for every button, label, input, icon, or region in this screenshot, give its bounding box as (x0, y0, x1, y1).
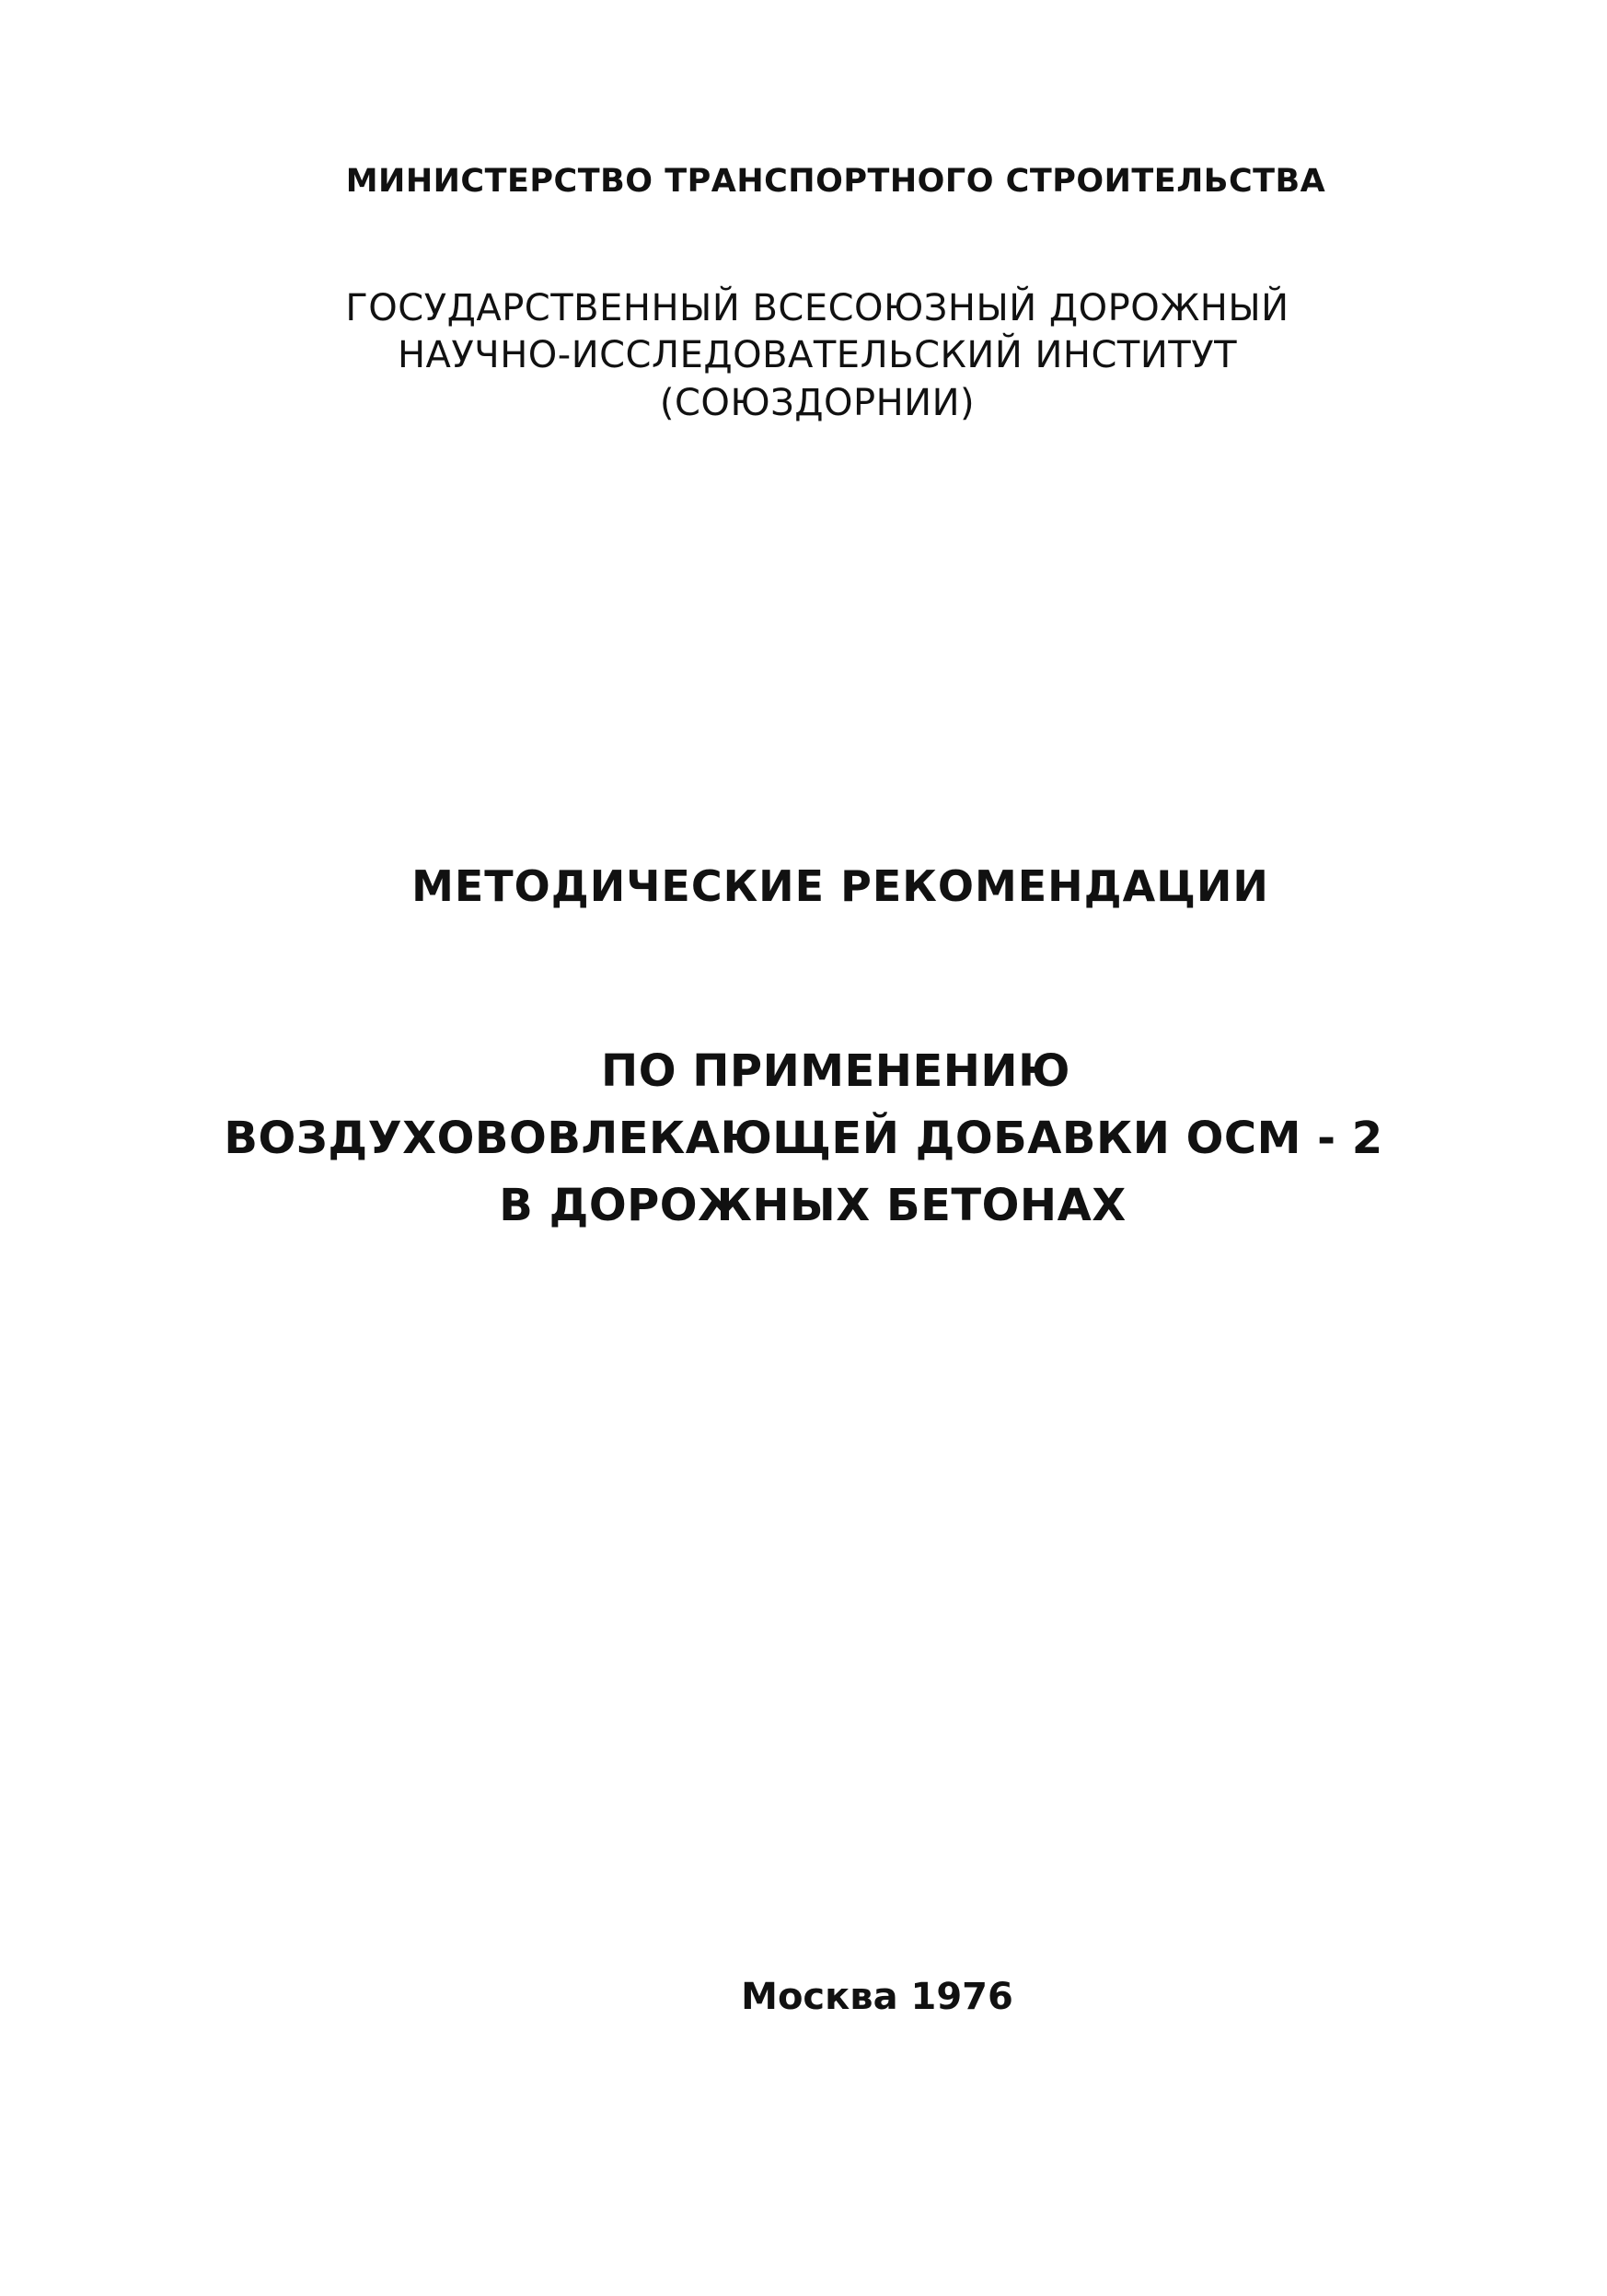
document-type: МЕТОДИЧЕСКИЕ РЕКОМЕНДАЦИИ (411, 861, 1269, 911)
institute-name-line-2: НАУЧНО-ИССЛЕДОВАТЕЛЬСКИЙ ИНСТИТУТ (397, 334, 1238, 376)
publication-imprint: Москва 1976 (741, 1976, 1013, 2018)
document-subject-line-1: ПО ПРИМЕНЕНИЮ (601, 1045, 1070, 1097)
ministry-name: МИНИСТЕРСТВО ТРАНСПОРТНОГО СТРОИТЕЛЬСТВА (345, 163, 1326, 200)
document-subject-line-3: В ДОРОЖНЫХ БЕТОНАХ (499, 1180, 1127, 1231)
institute-name-line-1: ГОСУДАРСТВЕННЫЙ ВСЕСОЮЗНЫЙ ДОРОЖНЫЙ (345, 287, 1289, 329)
document-subject-line-2: ВОЗДУХОВОВЛЕКАЮЩЕЙ ДОБАВКИ ОСМ - 2 (224, 1113, 1383, 1164)
institute-abbreviation: (СОЮЗДОРНИИ) (659, 382, 976, 424)
